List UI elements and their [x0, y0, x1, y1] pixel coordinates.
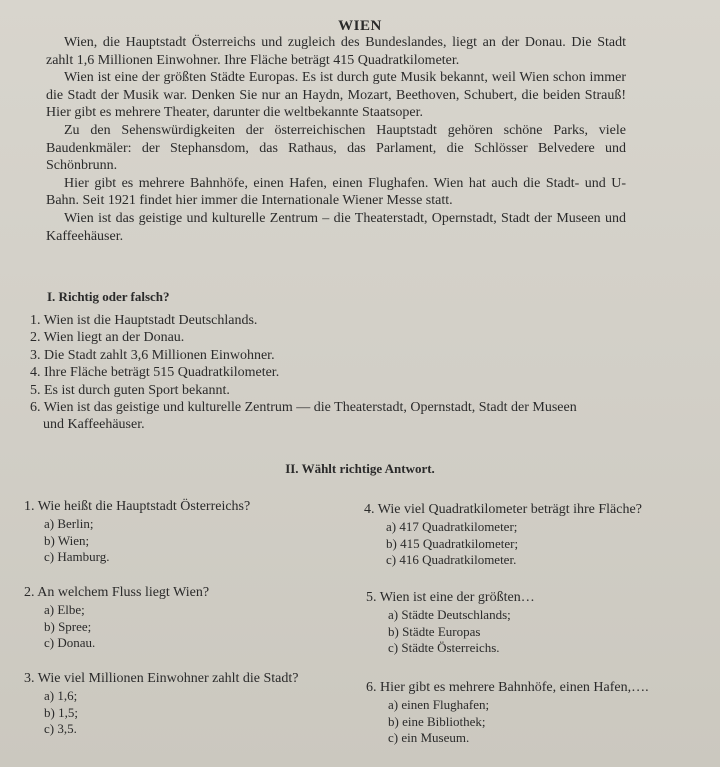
answer-options	[366, 697, 716, 747]
answer-option: b) eine Bibliothek;	[388, 713, 486, 729]
question-block	[364, 501, 716, 569]
question-block	[366, 679, 716, 747]
reading-passage	[46, 34, 626, 245]
answer-option: a) 417 Quadratkilometer;	[386, 519, 518, 534]
question-block	[366, 589, 716, 657]
question-text: 6. Hier gibt es mehrere Bahnhöfe, einen Hafen,….	[366, 680, 649, 695]
answer-option: a) Städte Deutschlands;	[388, 607, 511, 622]
statement-item: 1. Wien ist die Hauptstadt Deutschlands.	[30, 313, 258, 328]
question-text: 2. An welchem Fluss liegt Wien?	[24, 585, 210, 600]
question-text: 4. Wie viel Quadratkilometer beträgt ihre Fläche?	[364, 502, 642, 517]
passage-paragraph: Wien ist eine der größten Städte Europas. Es ist durch gute Musik bekannt, weil Wien schon immer die Stadt der Musik war. Denken Sie nur an Haydn, Mozart, Beethoven, Schubert, die beiden Strauß! Hier gibt es mehrere Theater, darunter die weltbekannte Staatsoper.	[46, 70, 626, 121]
statement-item: 5. Es ist durch guten Sport bekannt.	[30, 382, 230, 398]
answer-options	[24, 602, 344, 652]
answer-option: b) Städte Europas	[388, 623, 481, 639]
true-false-list	[30, 312, 590, 434]
question-text: 3. Wie viel Millionen Einwohner zahlt die Stadt?	[24, 671, 299, 686]
answer-option: c) 3,5.	[44, 721, 77, 736]
question-block	[24, 584, 344, 652]
answer-options	[24, 516, 344, 566]
question-text: 5. Wien ist eine der größten…	[366, 590, 535, 605]
answer-option: a) Elbe;	[44, 602, 85, 617]
answer-option: c) Hamburg.	[44, 549, 110, 564]
answer-options	[366, 607, 716, 657]
answer-option: b) 1,5;	[44, 704, 78, 720]
answer-option: c) Donau.	[44, 635, 96, 650]
answer-option: b) 415 Quadratkilometer;	[386, 535, 519, 551]
question-block	[24, 498, 344, 566]
passage-paragraph: Wien ist das geistige und kulturelle Zentrum – die Theaterstadt, Opernstadt, Stadt der Museen und Kaffeehäuser.	[46, 210, 626, 244]
question-text: 1. Wie heißt die Hauptstadt Österreichs?	[24, 499, 251, 514]
statement-item: 6. Wien ist das geistige und kulturelle Zentrum — die Theaterstadt, Opernstadt, Stadt der Museen und Kaffeehäuser.	[30, 400, 577, 433]
question-block	[24, 670, 354, 738]
page-title: WIEN	[338, 18, 382, 34]
answer-option: a) Berlin;	[44, 516, 94, 531]
answer-option: c) Städte Österreichs.	[388, 640, 500, 655]
answer-option: a) 1,6;	[44, 688, 78, 703]
statement-item: 2. Wien liegt an der Donau.	[30, 330, 185, 346]
statement-item: 3. Die Stadt zahlt 3,6 Millionen Einwohner.	[30, 347, 275, 363]
passage-paragraph: Zu den Sehenswürdigkeiten der österreichischen Hauptstadt gehören schöne Parks, viele Baudenkmäler: der Stephansdom, das Rathaus, das Parlament, die Schlösser Belvedere und Schönbrunn.	[46, 122, 626, 174]
passage-paragraph: Wien, die Hauptstadt Österreichs und zugleich des Bundeslandes, liegt an der Donau. Die Stadt zahlt 1,6 Millionen Einwohner. Ihre Fläche beträgt 415 Quadratkilometer.	[46, 35, 626, 68]
answer-option: a) einen Flughafen;	[388, 697, 490, 712]
answer-options	[364, 519, 716, 569]
section1-heading: I. Richtig oder falsch?	[47, 289, 170, 304]
answer-option: b) Wien;	[44, 532, 90, 548]
answer-option: c) 416 Quadratkilometer.	[386, 552, 517, 567]
section2-heading: II. Wählt richtige Antwort.	[285, 461, 435, 476]
statement-item: 4. Ihre Fläche beträgt 515 Quadratkilometer.	[30, 365, 280, 381]
passage-paragraph: Hier gibt es mehrere Bahnhöfe, einen Hafen, einen Flughafen. Wien hat auch die Stadt- und U-Bahn. Seit 1921 findet hier immer die Internationale Wiener Messe statt.	[46, 175, 626, 209]
answer-options	[24, 688, 354, 738]
answer-option: c) ein Museum.	[388, 730, 470, 745]
answer-option: b) Spree;	[44, 618, 92, 634]
